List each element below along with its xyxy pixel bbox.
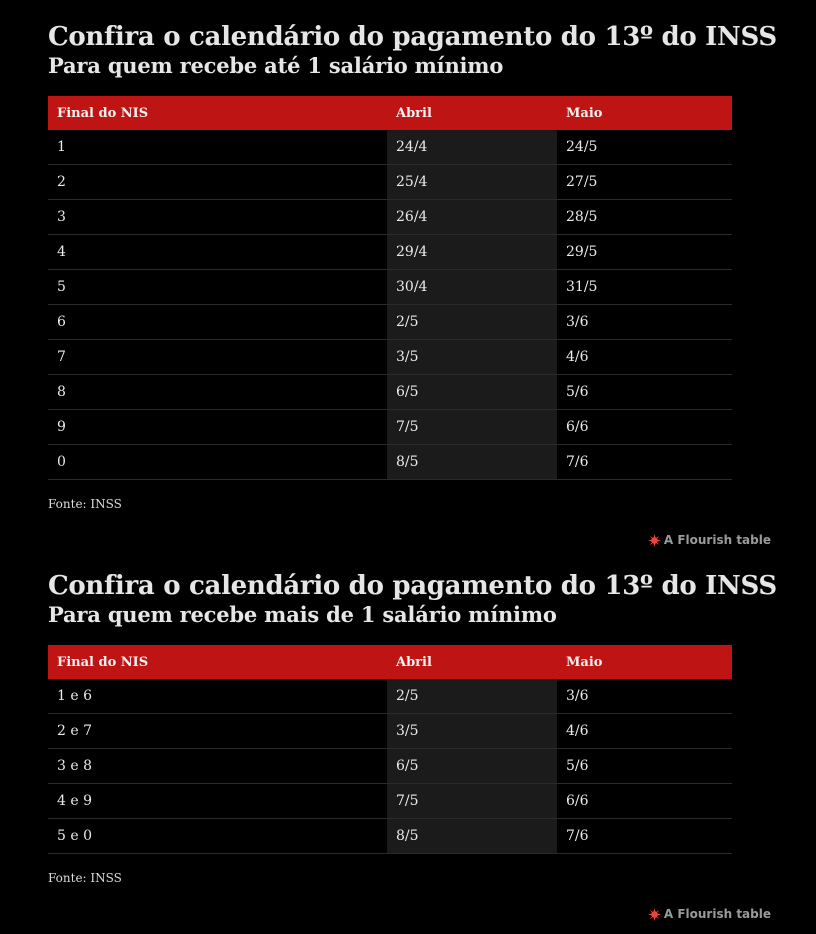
table-row — [48, 445, 732, 480]
table-row — [48, 714, 732, 749]
cell-final-nis: 5 — [48, 270, 387, 305]
table-body — [48, 679, 732, 854]
payment-calendar-table — [48, 96, 732, 480]
cell-abril: 30/4 — [387, 270, 557, 305]
cell-abril: 8/5 — [387, 445, 557, 480]
cell-final-nis: 3 — [48, 200, 387, 235]
table-row — [48, 130, 732, 165]
table-row — [48, 165, 732, 200]
cell-final-nis: 4 e 9 — [48, 784, 387, 819]
column-header-nis[interactable]: Final do NIS — [57, 105, 149, 121]
cell-maio: 5/6 — [557, 375, 732, 410]
table-row — [48, 410, 732, 445]
cell-final-nis: 2 — [48, 165, 387, 200]
table-row — [48, 749, 732, 784]
column-header-abril[interactable]: Abril — [396, 105, 432, 121]
cell-abril: 7/5 — [387, 410, 557, 445]
cell-final-nis: 3 e 8 — [48, 749, 387, 784]
flourish-credit-label: A Flourish table — [663, 533, 771, 547]
column-header-abril[interactable]: Abril — [396, 654, 432, 670]
table-header — [48, 645, 732, 679]
cell-maio: 4/6 — [557, 714, 732, 749]
table-row — [48, 340, 732, 375]
cell-abril: 6/5 — [387, 749, 557, 784]
table-title: Confira o calendário do pagamento do 13º do INSS — [48, 22, 777, 52]
cell-final-nis: 0 — [48, 445, 387, 480]
table-row — [48, 679, 732, 714]
flourish-logo-icon — [648, 908, 661, 921]
cell-maio: 6/6 — [557, 410, 732, 445]
table-row — [48, 819, 732, 854]
column-header-maio[interactable]: Maio — [566, 654, 603, 670]
table-header — [48, 96, 732, 130]
source-note: Fonte: INSS — [48, 871, 122, 885]
flourish-credit-link[interactable] — [648, 533, 771, 547]
cell-final-nis: 6 — [48, 305, 387, 340]
cell-final-nis: 2 e 7 — [48, 714, 387, 749]
payment-calendar-table — [48, 645, 732, 854]
table-block-2 — [48, 571, 777, 885]
cell-maio: 7/6 — [557, 445, 732, 480]
table-row — [48, 200, 732, 235]
cell-final-nis: 8 — [48, 375, 387, 410]
cell-abril: 6/5 — [387, 375, 557, 410]
cell-abril: 25/4 — [387, 165, 557, 200]
table-row — [48, 305, 732, 340]
cell-maio: 31/5 — [557, 270, 732, 305]
cell-final-nis: 7 — [48, 340, 387, 375]
cell-maio: 27/5 — [557, 165, 732, 200]
cell-maio: 6/6 — [557, 784, 732, 819]
cell-maio: 28/5 — [557, 200, 732, 235]
cell-maio: 3/6 — [557, 305, 732, 340]
cell-maio: 3/6 — [557, 679, 732, 714]
cell-final-nis: 5 e 0 — [48, 819, 387, 854]
cell-maio: 24/5 — [557, 130, 732, 165]
cell-maio: 5/6 — [557, 749, 732, 784]
cell-abril: 26/4 — [387, 200, 557, 235]
flourish-credit-label: A Flourish table — [663, 907, 771, 921]
table-row — [48, 375, 732, 410]
column-header-nis[interactable]: Final do NIS — [57, 654, 149, 670]
table-title: Confira o calendário do pagamento do 13º do INSS — [48, 571, 777, 601]
cell-final-nis: 4 — [48, 235, 387, 270]
cell-abril: 24/4 — [387, 130, 557, 165]
flourish-credit-link[interactable] — [648, 907, 771, 921]
cell-abril: 2/5 — [387, 679, 557, 714]
cell-maio: 29/5 — [557, 235, 732, 270]
cell-maio: 4/6 — [557, 340, 732, 375]
flourish-logo-icon — [648, 534, 661, 547]
table-block-1 — [48, 22, 777, 511]
cell-abril: 8/5 — [387, 819, 557, 854]
table-subtitle: Para quem recebe mais de 1 salário mínimo — [48, 602, 557, 627]
cell-maio: 7/6 — [557, 819, 732, 854]
cell-abril: 7/5 — [387, 784, 557, 819]
table-row — [48, 270, 732, 305]
table-body — [48, 130, 732, 480]
cell-abril: 3/5 — [387, 714, 557, 749]
table-subtitle: Para quem recebe até 1 salário mínimo — [48, 53, 504, 78]
cell-abril: 2/5 — [387, 305, 557, 340]
source-note: Fonte: INSS — [48, 497, 122, 511]
column-header-maio[interactable]: Maio — [566, 105, 603, 121]
cell-abril: 3/5 — [387, 340, 557, 375]
cell-abril: 29/4 — [387, 235, 557, 270]
cell-final-nis: 1 e 6 — [48, 679, 387, 714]
table-row — [48, 784, 732, 819]
cell-final-nis: 1 — [48, 130, 387, 165]
table-row — [48, 235, 732, 270]
cell-final-nis: 9 — [48, 410, 387, 445]
